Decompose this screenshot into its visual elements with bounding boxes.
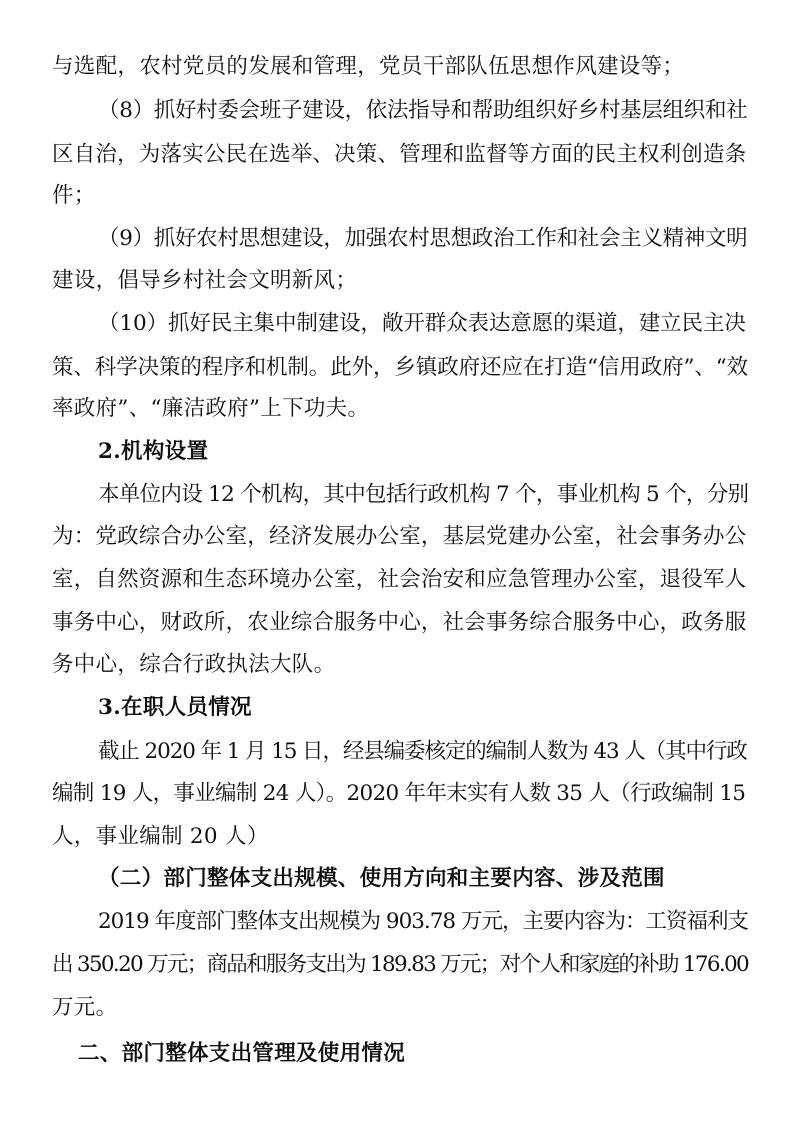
text-line: （9）抓好农村思想建设，加强农村思想政治工作和社会主义精神文明 [98,226,748,251]
section-heading: 2.机构设置 [98,439,209,464]
text-line: 区自治，为落实公民在选举、决策、管理和监督等方面的民主权利创造条 [52,142,747,167]
text-line: 与选配，农村党员的发展和管理，党员干部队伍思想作风建设等； [52,54,685,79]
text-line: （8）抓好村委会班子建设，依法指导和帮助组织好乡村基层组织和社 [98,98,748,123]
text-line: 万元。 [52,995,118,1020]
text-line: 策、科学决策的程序和机制。此外，乡镇政府还应在打造“信用政府”、“效 [52,355,749,380]
text-line: 件； [52,183,96,208]
text-line: 建设，倡导乡村社会文明新风； [52,268,358,293]
text-line: 事务中心，财政所，农业综合服务中心，社会事务综合服务中心，政务服 [52,610,747,635]
chapter-heading: 二、部门整体支出管理及使用情况 [78,1041,406,1066]
section-heading: （二）部门整体支出规模、使用方向和主要内容、涉及范围 [98,866,665,891]
text-line: 室，自然资源和生态环境办公室，社会治安和应急管理办公室，退役军人 [52,567,747,592]
text-line: （10）抓好民主集中制建设，敞开群众表达意愿的渠道，建立民主决 [98,311,746,336]
text-line: 本单位内设 12 个机构，其中包括行政机构 7 个，事业机构 5 个，分别 [98,482,749,507]
text-line: 截止 2020 年 1 月 15 日，经县编委核定的编制人数为 43 人（其中行政 [98,739,747,764]
text-line: 出 350.20 万元；商品和服务支出为 189.83 万元；对个人和家庭的补助 176.00 [52,952,748,977]
text-line: 人，事业编制 20 人） [52,824,269,849]
text-line: 为：党政综合办公室，经济发展办公室，基层党建办公室，社会事务办公 [52,524,747,549]
text-line: 率政府”、“廉洁政府”上下功夫。 [52,396,370,421]
text-line: 编制 19 人，事业编制 24 人）。2020 年年末实有人数 35 人（行政编制 15 [52,781,746,806]
section-heading: 3.在职人员情况 [98,695,252,720]
text-line: 2019 年度部门整体支出规模为 903.78 万元，主要内容为：工资福利支 [98,909,748,934]
text-line: 务中心，综合行政执法大队。 [52,652,336,677]
